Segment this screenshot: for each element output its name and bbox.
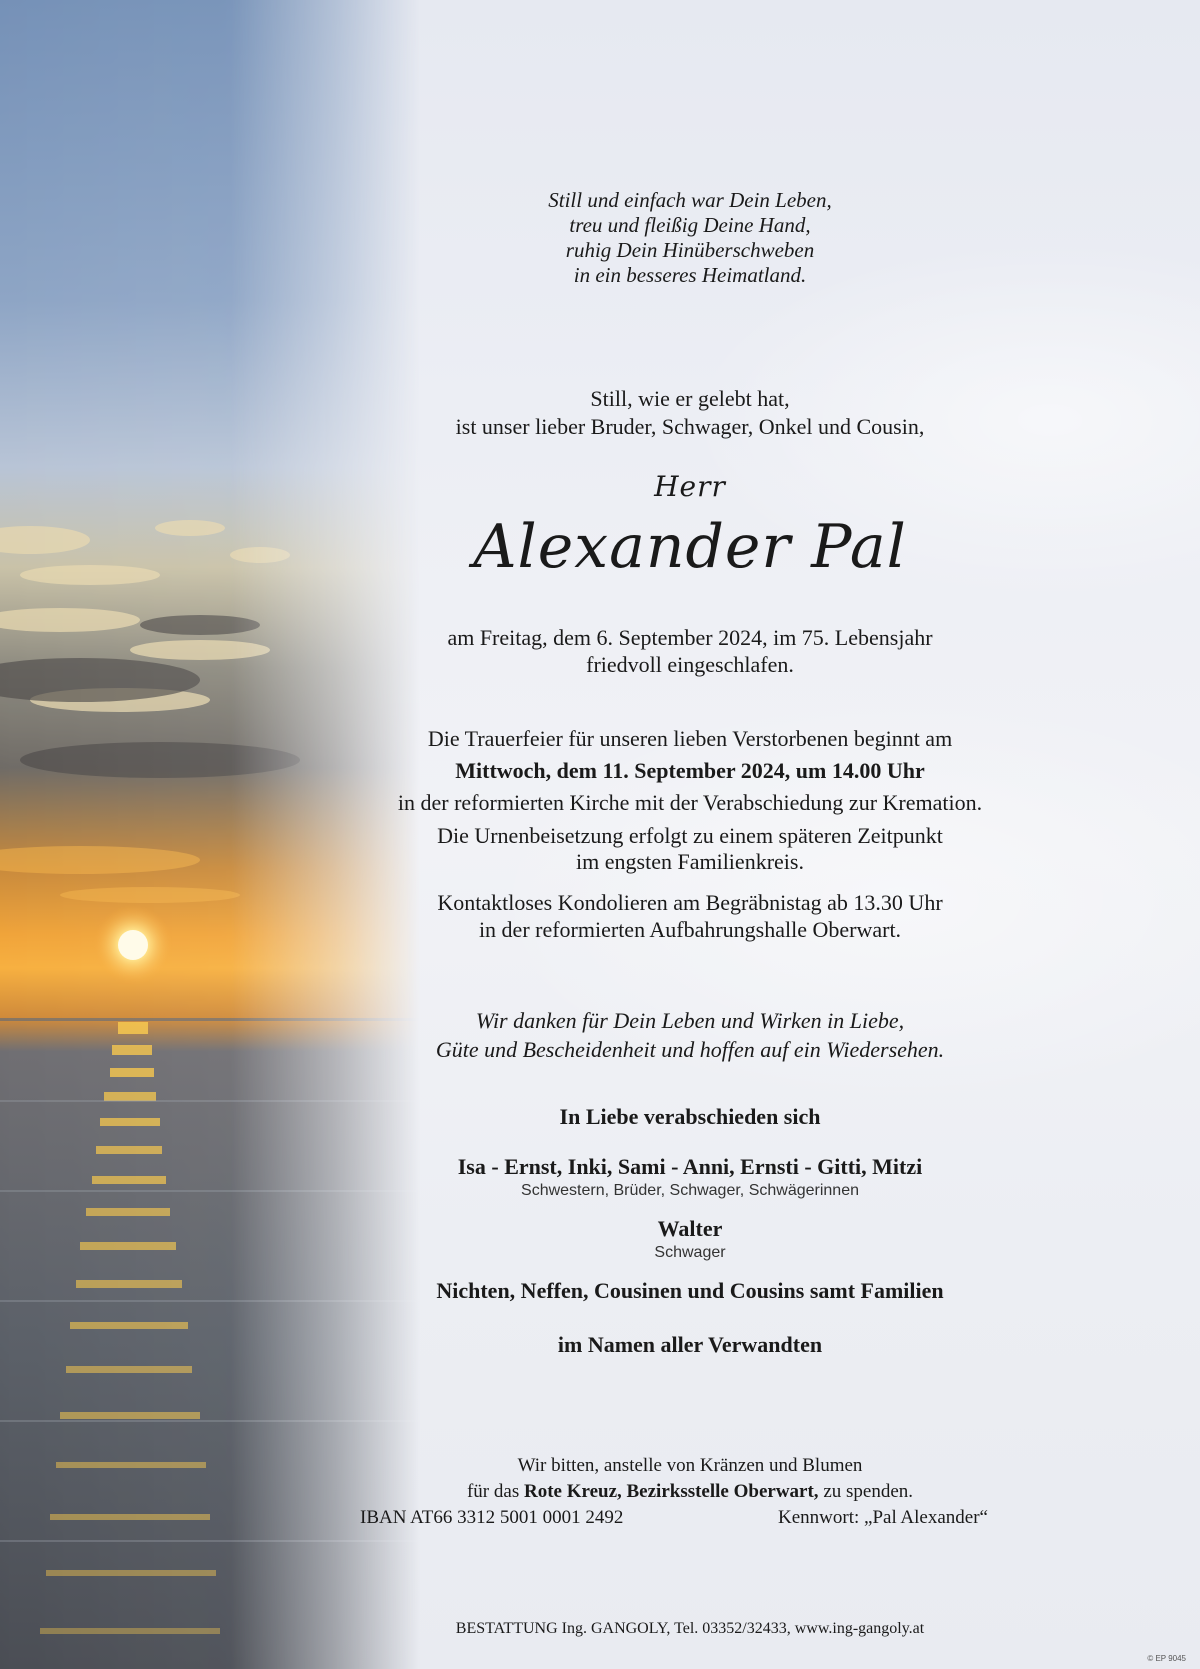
verse-line-1: Still und einfach war Dein Leben,	[548, 188, 832, 212]
mourners-heading: In Liebe verabschieden sich	[559, 1104, 821, 1129]
ceremony-date: Mittwoch, dem 11. September 2024, um 14.00 Uhr	[455, 758, 925, 783]
urn-line-1: Die Urnenbeisetzung erfolgt zu einem späteren Zeitpunkt	[437, 823, 943, 848]
thanks-line-1: Wir danken für Dein Leben und Wirken in Liebe,	[475, 1008, 905, 1033]
intro-line-1: Still, wie er gelebt hat,	[590, 386, 790, 411]
ceremony-line-1: Die Trauerfeier für unseren lieben Verstorbenen beginnt am	[427, 726, 953, 751]
honorific: Herr	[654, 470, 726, 503]
urn-line-2: im engsten Familienkreis.	[576, 849, 804, 874]
mourners-closing: im Namen aller Verwandten	[557, 1332, 823, 1357]
mourners-group-2-relation: Schwager	[654, 1244, 726, 1261]
thanks-line-2: Güte und Bescheidenheit und hoffen auf ein Wiedersehen.	[435, 1037, 945, 1062]
ceremony-line-3: in der reformierten Kirche mit der Verabschiedung zur Kremation.	[397, 790, 983, 815]
verse-line-2: treu und fleißig Deine Hand,	[569, 213, 811, 237]
donation-recipient: Rote Kreuz, Bezirksstelle Oberwart,	[523, 1481, 819, 1502]
mourners-group-1: Isa - Ernst, Inki, Sami - Anni, Ernsti - Gitti, Mitzi	[457, 1154, 923, 1179]
donation-prefix: für das	[466, 1481, 524, 1502]
intro-line-2: ist unser lieber Bruder, Schwager, Onkel und Cousin,	[455, 414, 925, 439]
document-code: © EP 9045	[1147, 1654, 1186, 1663]
keyword: Kennwort: „Pal Alexander“	[778, 1507, 988, 1528]
condolence-line-1: Kontaktloses Kondolieren am Begräbnistag ab 13.30 Uhr	[437, 890, 943, 915]
donation-line-1: Wir bitten, anstelle von Kränzen und Blumen	[517, 1455, 863, 1476]
mourners-group-3: Nichten, Neffen, Cousinen und Cousins samt Familien	[436, 1278, 944, 1303]
deceased-name: Alexander Pal	[473, 512, 907, 582]
funeral-home-footer: BESTATTUNG Ing. GANGOLY, Tel. 03352/32433, www.ing-gangoly.at	[455, 1620, 925, 1637]
death-line-1: am Freitag, dem 6. September 2024, im 75. Lebensjahr	[447, 625, 933, 650]
mourners-group-2: Walter	[657, 1216, 723, 1241]
donation-line-2	[330, 1481, 1050, 1503]
mourners-group-1-relation: Schwestern, Brüder, Schwager, Schwägerinnen	[521, 1182, 859, 1199]
iban: IBAN AT66 3312 5001 0001 2492	[360, 1507, 624, 1528]
death-line-2: friedvoll eingeschlafen.	[586, 652, 794, 677]
donation-suffix: zu spenden.	[818, 1481, 914, 1502]
verse-line-3: ruhig Dein Hinüberschweben	[565, 238, 815, 262]
condolence-line-2: in der reformierten Aufbahrungshalle Oberwart.	[478, 917, 902, 942]
verse-line-4: in ein besseres Heimatland.	[573, 263, 807, 287]
